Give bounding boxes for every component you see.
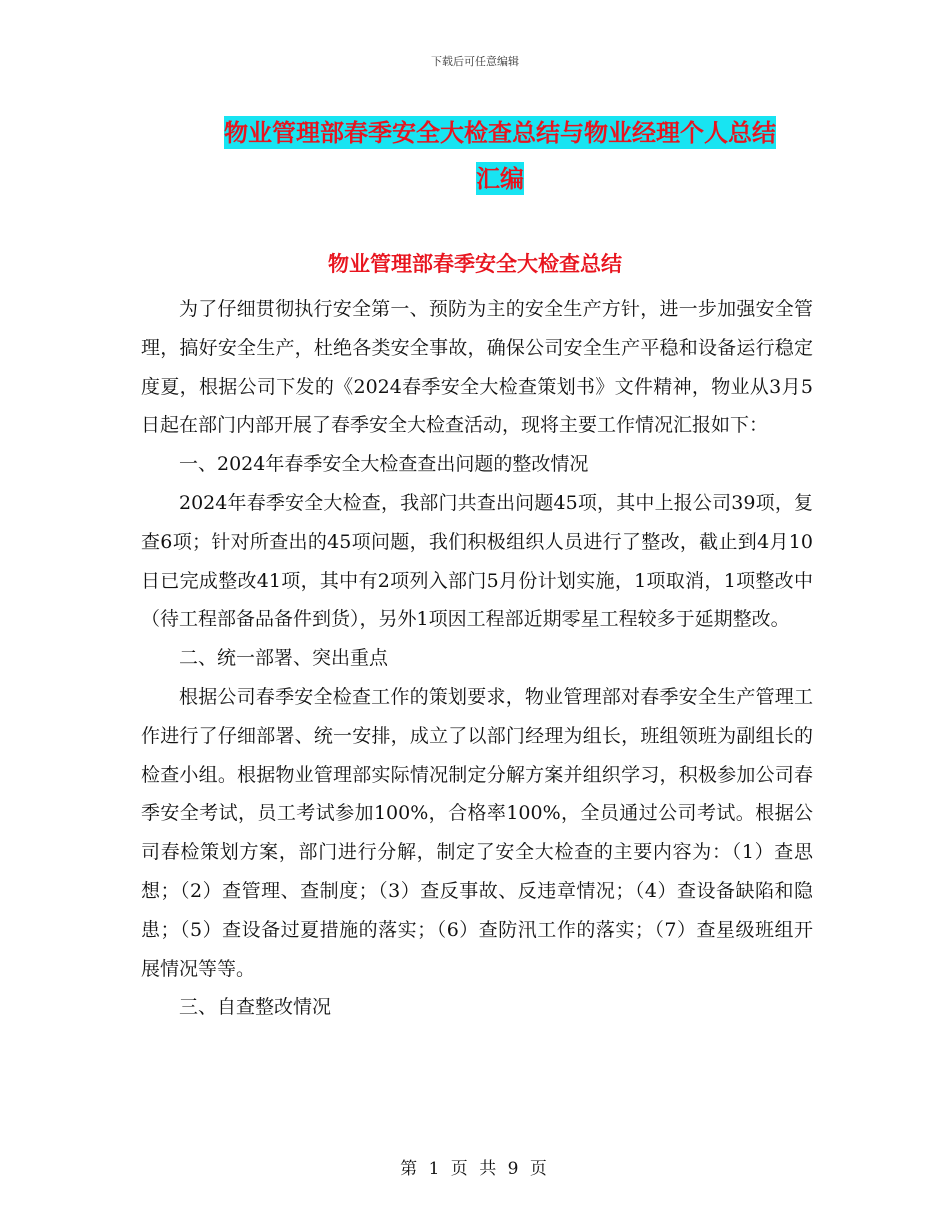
body-text [141, 290, 813, 1027]
document-title-line1: 物业管理部春季安全大检查总结与物业经理个人总结 [224, 118, 776, 147]
heading-3: 三、自查整改情况 [179, 996, 332, 1019]
paragraph-rectification: 2024年春季安全大检查，我部门共查出问题45项，其中上报公司39项，复查6项；针对所查出的45项问题，我们积极组织人员进行了整改，截止到4月10日已完成整改41项，其中有2项列入部门5月份计划实施，1项取消，1项整改中（待工程部备品备件到货），另外1项因工程部近期零星工程较多于延期整改。 [141, 491, 813, 631]
header-note: 下载后可任意编辑 [431, 55, 519, 68]
paragraph-intro: 为了仔细贯彻执行安全第一、预防为主的安全生产方针，进一步加强安全管理，搞好安全生产，杜绝各类安全事故，确保公司安全生产平稳和设备运行稳定度夏，根据公司下发的《2024春季安全大检查策划书》文件精神，物业从3月5日起在部门内部开展了春季安全大检查活动，现将主要工作情况汇报如下： [141, 298, 813, 437]
heading-2: 二、统一部署、突出重点 [179, 647, 389, 670]
paragraph-deployment: 根据公司春季安全检查工作的策划要求，物业管理部对春季安全生产管理工作进行了仔细部署、统一安排，成立了以部门经理为组长，班组领班为副组长的检查小组。根据物业管理部实际情况制定分解方案并组织学习，积极参加公司春季安全考试，员工考试参加100%，合格率100%，全员通过公司考试。根据公司春检策划方案，部门进行分解，制定了安全大检查的主要内容为：（1）查思想；（2）查管理、查制度；（3）查反事故、反违章情况；（4）查设备缺陷和隐患；（5）查设备过夏措施的落实；（6）查防汛工作的落实；（7）查星级班组开展情况等等。 [141, 685, 813, 980]
document-title-line2: 汇编 [476, 164, 524, 193]
section-title: 物业管理部春季安全大检查总结 [328, 251, 622, 276]
document-title [150, 110, 850, 202]
page-number-footer: 第 1 页 共 9 页 [400, 1159, 550, 1179]
heading-1: 一、2024年春季安全大检查查出问题的整改情况 [179, 453, 589, 476]
